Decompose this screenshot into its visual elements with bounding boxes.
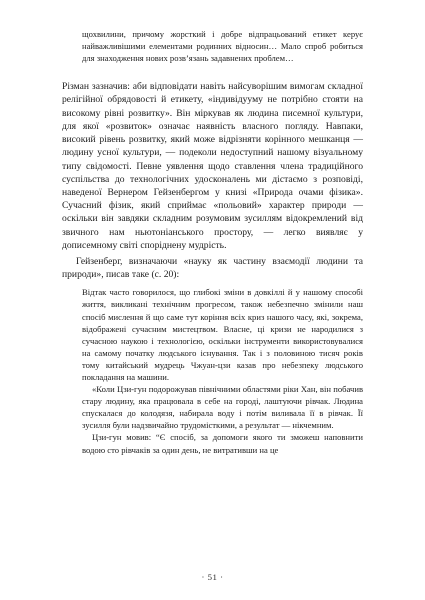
quote-paragraph: Відтак часто говорилося, що глибокі зміни в довкіллі й у нашому способі життя, викликані технічним прогресом, також небезпечно змінили наш спосіб мислення й що саме тут коріння всіх криз нашого часу, які, зокрема, відображені сучасним мистецтвом. Власне, ці кризи не народилися з сучасною наукою і технологією, оскільки інструменти використовувалися на самому початку людського існування. Так і з половиною тисяч років тому китайський мудрець Чжуан-цзи казав про небезпеку людського покладання на машини. xyxy=(82,287,363,382)
main-text xyxy=(62,80,363,281)
body-paragraph: Гейзенберг, визначаючи «науку як частину взаємодії людини та природи», писав таке (с. 20): xyxy=(62,255,363,281)
quote-paragraph: «Коли Цзи-гун подорожував північними областями ріки Хан, він побачив стару людину, яка працювала в себе на городі, лаштуючи рівчак. Людина спускалася до колодязя, набирала воду і потім виливала її в рівчак. Її зусилля були надзвичайно трудомісткими, а результат — нікчемним. xyxy=(82,384,363,431)
body-paragraph: Різман зазначив: аби відповідати навіть найсуворішим вимогам складної релігійної обрядовості й етикету, «індивідууму не потрібно стояти на високому рівні розвитку». Він міркував як людина писемної культури, для якої «розвиток» означає наявність власного погляду. Навпаки, високий рівень розвитку, який може відрізняти корінного мешканця — людину усної культури, — подеколи недоступний нашому візуальному типу свідомості. Певне уявлення щодо ставлення члена традиційного суспільства до технологічних удосконалень ми дістаємо з розповіді, наведеної Вернером Гейзенбергом у книзі «Природа очами фізика». Сучасний фізик, який сприймає «польовий» характер природи — оскільки він завдяки складним розумовим зусиллям відокремлений від звичного нам ньютоніанського простору, — легко виявляє у дописемному світі споріднену мудрість. xyxy=(62,81,363,251)
page-content xyxy=(62,28,363,456)
block-quote-top xyxy=(82,28,363,64)
block-quote-bottom xyxy=(82,286,363,455)
page-number: · 51 · xyxy=(201,572,224,582)
quote-paragraph: Цзи-гун мовив: “Є спосіб, за допомоги якого ти зможеш наповнити водою сто рівчаків за один день, не витративши на це xyxy=(82,432,363,455)
quote-paragraph: щохвилини, причому жорсткий і добре відпрацьований етикет керує найважливішими елементами родинних відносин… Мало спроб робиться для знаходження нових розв’язань задавнених проблем… xyxy=(82,29,363,64)
